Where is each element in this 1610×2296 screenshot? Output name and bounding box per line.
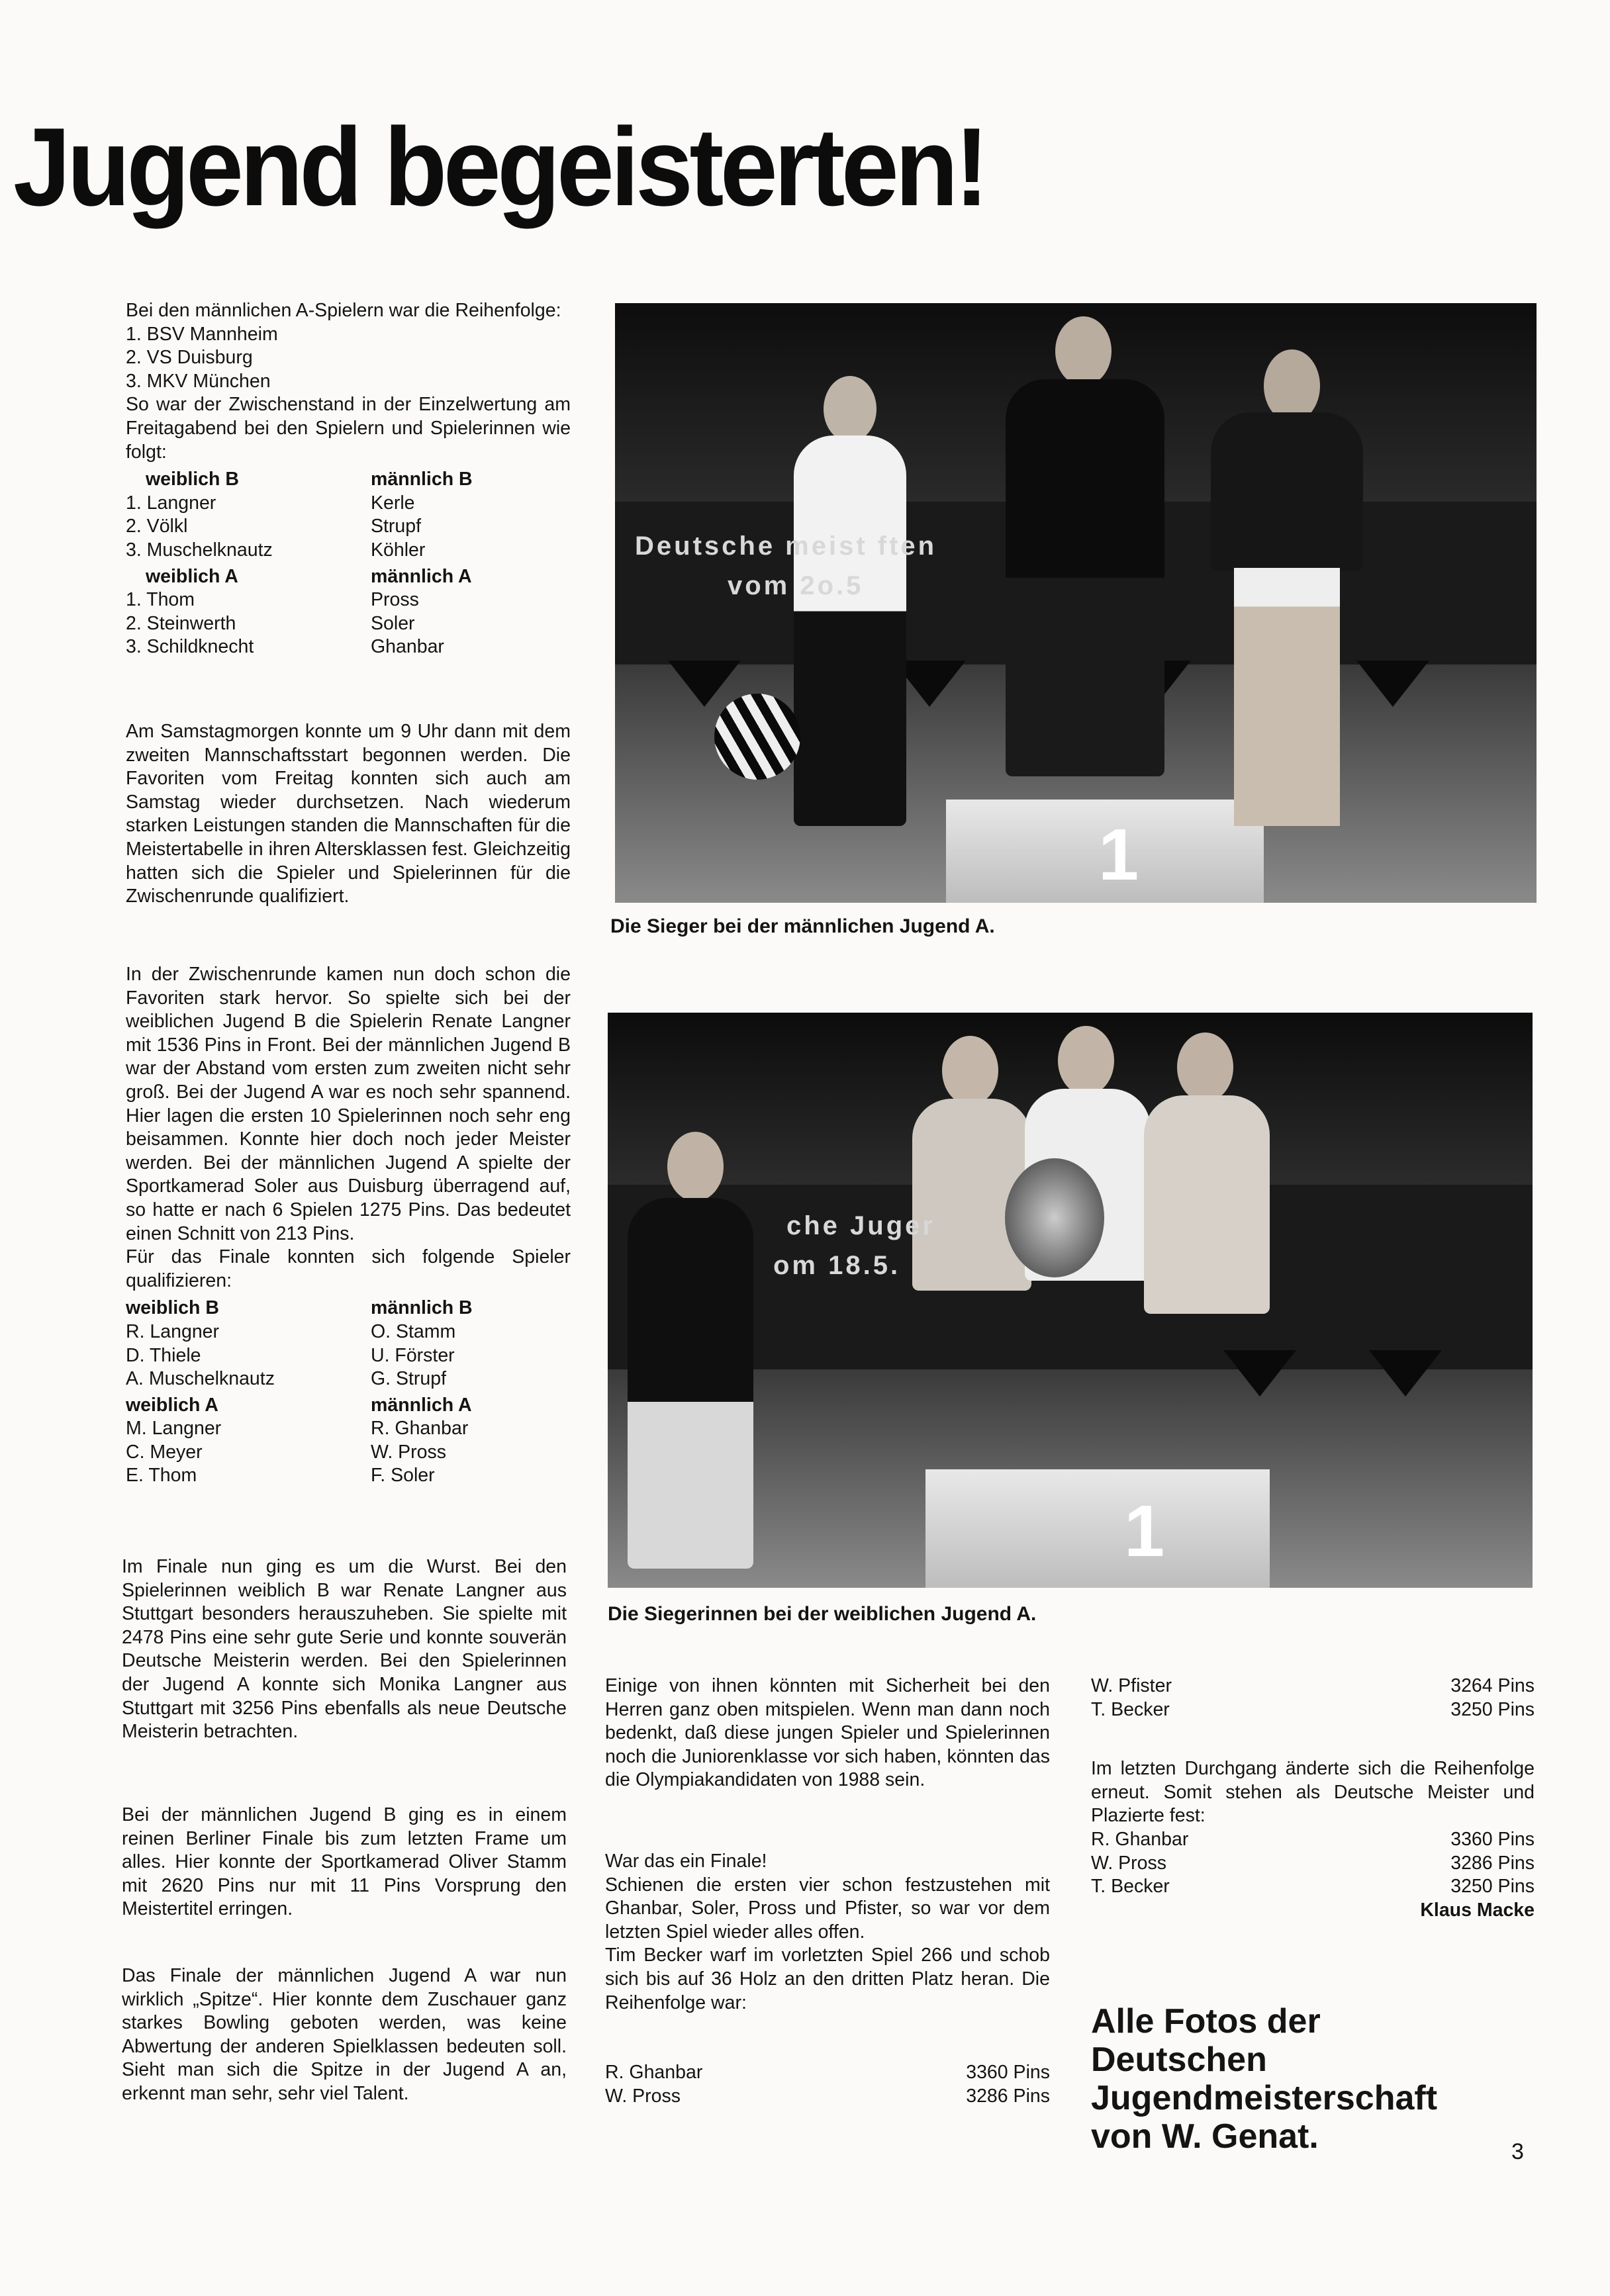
- left-block-3: [126, 963, 571, 1488]
- list-item: Strupf: [371, 516, 422, 537]
- player-name: W. Pross: [1091, 1852, 1167, 1874]
- list-header: männlich A: [371, 565, 472, 587]
- list-item: R. Ghanbar: [371, 1418, 469, 1440]
- team-ranking: [126, 323, 571, 394]
- ranking-row: [1091, 1698, 1535, 1722]
- list-item: W. Pross: [371, 1441, 447, 1463]
- list-item: 3. Muschelknautz: [126, 539, 273, 561]
- player-pins: 3286 Pins: [966, 2085, 1050, 2107]
- list-item: Köhler: [371, 539, 426, 561]
- list-item: 1. Thom: [126, 589, 195, 611]
- list-header: weiblich A: [126, 1394, 218, 1416]
- podium: [946, 800, 1264, 903]
- list-item: Soler: [371, 612, 415, 634]
- list-item: 2. Völkl: [126, 516, 188, 537]
- list-item: Kerle: [371, 492, 415, 514]
- ranking-row: [1091, 1875, 1535, 1899]
- team-item: 1. BSV Mannheim: [126, 323, 278, 345]
- list-item: E. Thom: [126, 1465, 197, 1487]
- player-pins: 3286 Pins: [1450, 1852, 1535, 1874]
- podium-number: 1: [1124, 1491, 1165, 1572]
- finale-text: Schienen die ersten vier schon festzustehen mit Ghanbar, Soler, Pross und Pfister, so war vor dem letzten Spiel wieder alles offen.: [605, 1874, 1050, 1943]
- list-item: R. Langner: [126, 1320, 220, 1342]
- photo-credit: Alle Fotos der Deutschen Jugendmeisterschaft von W. Genat.: [1091, 2002, 1438, 2156]
- banner-text: vom 2o.5: [728, 571, 864, 600]
- ranking-row: [1091, 1828, 1535, 1852]
- middle-block-2: [605, 1850, 1050, 2015]
- player-name: T. Becker: [1091, 1698, 1170, 1720]
- team-item: 2. VS Duisburg: [126, 347, 253, 369]
- page-number: 3: [1511, 2139, 1524, 2164]
- interim-intro: So war der Zwischenstand in der Einzelwertung am Freitagabend bei den Spielern und Spielerinnen wie folgt:: [126, 394, 571, 463]
- player-name: W. Pfister: [1091, 1675, 1172, 1696]
- list-item: M. Langner: [126, 1418, 222, 1440]
- list-item: Ghanbar: [371, 636, 444, 658]
- player-name: W. Pross: [605, 2085, 681, 2107]
- spitze-paragraph: Das Finale der männlichen Jugend A war nun wirklich „Spitze“. Hier konnte dem Zuschauer ganz starkes Bowling geboten werden, was keine Abwertung der anderen Spielklassen bedeuten soll. Sieht man sich die Spitze in der Jugend A an, erkennt man sehr, sehr viel Talent.: [122, 1965, 567, 2104]
- berlin-paragraph: Bei der männlichen Jugend B ging es in einem reinen Berliner Finale bis zum letzten Frame um alles. Hier konnte der Sportkamerad Oliver Stamm mit 2620 Pins nur mit 11 Pins Vorsprung den Meistertitel erringen.: [122, 1804, 567, 1920]
- becker-text: Tim Becker warf im vorletzten Spiel 266 und schob sich bis auf 36 Holz an den dritten Platz heran. Die Reihenfolge war:: [605, 1945, 1050, 2013]
- list-header: männlich B: [371, 1297, 473, 1319]
- ranking-row: [1091, 1675, 1535, 1698]
- player-pins: 3360 Pins: [1450, 1828, 1535, 1850]
- player-name: R. Ghanbar: [1091, 1828, 1189, 1850]
- list-header: männlich B: [371, 469, 473, 490]
- podium: [925, 1469, 1270, 1588]
- player-pins: 3264 Pins: [1450, 1675, 1535, 1696]
- list-item: 3. Schildknecht: [126, 636, 254, 658]
- ranking-row: [605, 2085, 1050, 2109]
- finale-paragraph: Im Finale nun ging es um die Wurst. Bei den Spielerinnen weiblich B war Renate Langner aus Stuttgart besonders herauszuheben. Sie spielte mit 2478 Pins eine sehr gute Serie und konnte souverän Deutsche Meisterin werden. Bei den Spielerinnen der Jugend A konnte sich Monika Langner aus Stuttgart mit 3256 Pins ebenfalls als neue Deutsche Meisterin betrachten.: [122, 1556, 567, 1743]
- player-pins: 3360 Pins: [966, 2062, 1050, 2083]
- list-item: Pross: [371, 589, 419, 611]
- podium-number: 1: [1098, 814, 1139, 895]
- list-item: A. Muschelknautz: [126, 1368, 275, 1390]
- list-header: weiblich B: [146, 469, 239, 490]
- list-item: F. Soler: [371, 1465, 435, 1487]
- interim-table: [126, 468, 571, 659]
- samstag-paragraph: Am Samstagmorgen konnte um 9 Uhr dann mit dem zweiten Mannschaftsstart begonnen werden. Die Favoriten vom Freitag konnten sich auch am Samstag wieder durchsetzen. Nach wiederum starken Leistungen standen die Mannschaften für die Meistertabelle in ihren Altersklassen fest. Gleichzeitig hatten sich die Spieler und Spielerinnen für die Zwischenrunde qualifiziert.: [126, 721, 571, 907]
- banner-text: che Juger: [786, 1211, 935, 1240]
- photo-women-winners: [608, 1013, 1533, 1588]
- letzter-paragraph: Im letzten Durchgang änderte sich die Reihenfolge erneut. Somit stehen als Deutsche Meister und Plazierte fest:: [1091, 1758, 1535, 1827]
- photo-men-winners: [615, 303, 1537, 903]
- player-name: R. Ghanbar: [605, 2062, 703, 2083]
- einige-paragraph: Einige von ihnen könnten mit Sicherheit bei den Herren ganz oben mitspielen. Wenn man dann noch bedenkt, daß diese jungen Spieler und Spielerinnen noch die Juniorenklasse vor sich haben, könnten das die Olympiakandidaten von 1988 sein.: [605, 1675, 1050, 1791]
- photo1-caption: Die Sieger bei der männlichen Jugend A.: [610, 915, 995, 937]
- final-intro: Für das Finale konnten sich folgende Spieler qualifizieren:: [126, 1246, 571, 1291]
- list-item: U. Förster: [371, 1344, 455, 1366]
- list-item: 1. Langner: [126, 492, 216, 514]
- player-pins: 3250 Pins: [1450, 1698, 1535, 1720]
- page-title: Jugend begeisterten!: [13, 105, 986, 229]
- right-block: [1091, 1675, 1535, 1922]
- list-item: G. Strupf: [371, 1368, 447, 1390]
- ranking-row: [1091, 1852, 1535, 1876]
- team-item: 3. MKV München: [126, 370, 271, 392]
- list-header: weiblich A: [146, 565, 238, 587]
- photo2-caption: Die Siegerinnen bei der weiblichen Jugend A.: [608, 1603, 1037, 1625]
- zwischenrunde-paragraph: In der Zwischenrunde kamen nun doch schon die Favoriten stark hervor. So spielte sich bei der weiblichen Jugend B die Spielerin Renate Langner mit 1536 Pins in Front. Bei der männlichen Jugend B war der Abstand vom ersten zum zweiten nicht sehr groß. Bei der Jugend A war es noch sehr spannend. Hier lagen die ersten 10 Spielerinnen noch sehr eng beisammen. Konnte hier doch noch jeder Meister werden. Bei der männlichen Jugend A spielte der Sportkamerad Soler aus Duisburg überragend auf, so hatte er nach 6 Spielen 1275 Pins. Das bedeutet einen Schnitt von 213 Pins.: [126, 964, 571, 1244]
- list-item: O. Stamm: [371, 1320, 456, 1342]
- author: Klaus Macke: [1420, 1899, 1535, 1921]
- list-item: C. Meyer: [126, 1441, 203, 1463]
- intro-text: Bei den männlichen A-Spielern war die Reihenfolge:: [126, 300, 561, 321]
- list-header: männlich A: [371, 1394, 472, 1416]
- list-item: 2. Steinwerth: [126, 612, 236, 634]
- list-header: weiblich B: [126, 1297, 219, 1319]
- player-pins: 3250 Pins: [1450, 1876, 1535, 1898]
- left-block-1: [126, 299, 571, 659]
- ranking-row: [605, 2061, 1050, 2085]
- banner-text: Deutsche meist ften: [635, 531, 937, 561]
- banner-text: om 18.5.: [773, 1251, 901, 1280]
- list-item: D. Thiele: [126, 1344, 201, 1366]
- player-name: T. Becker: [1091, 1876, 1170, 1898]
- finalists-table: [126, 1297, 571, 1488]
- finale-heading: War das ein Finale!: [605, 1851, 767, 1872]
- interim-final-ranking: [605, 2061, 1050, 2108]
